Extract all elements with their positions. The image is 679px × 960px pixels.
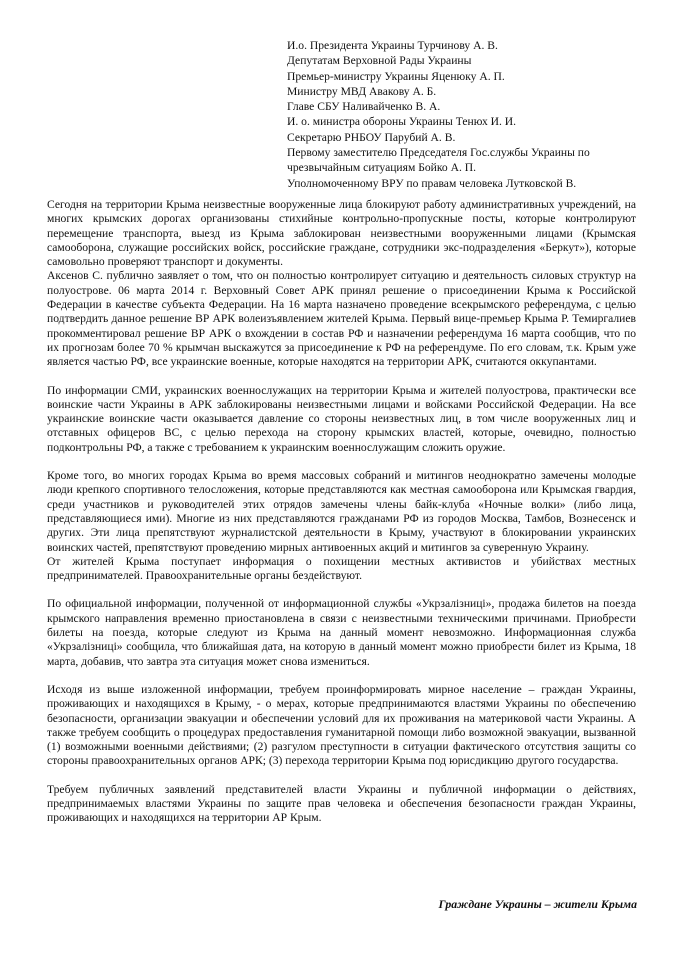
addressee-line: И. о. министра обороны Украины Тенюх И. И.: [287, 115, 517, 129]
paragraph-self-defense: Кроме того, во многих городах Крыма во время массовых собраний и митингов неоднократно замечены молодые люди крепкого спортивного телосложения, которые представляются как местная самооборона или Крымская гвардия, среди участников и руководителей этих отрядов замечены члены байк-клуба «Ночные волки» (либо лица, представляющиеся ими). Многие из них представляются гражданами РФ из городов Москва, Тамбов, Вознесенск и других. Эти лица препятствуют журналистской деятельности в Крыму, участвуют в блокировании украинских воинских частей, препятствуют проведению мирных антивоенных акций и митингов за суверенную Украину.: [47, 469, 636, 554]
paragraph-situation: Сегодня на территории Крыма неизвестные вооруженные лица блокируют работу административных учреждений, на многих крымских дорогах организованы стихийные контрольно-пропускные посты, которые контролируют перемещение транспорта, выезд из Крыма заблокирован неизвестными вооруженными лицами (Крымская самооборона, служащие российских войск, российские граждане, сотрудники экс-подразделения «Беркут»), которые самовольно проверяют транспорт и документы.: [47, 198, 636, 269]
addressee-line: Главе СБУ Наливайченко В. А.: [287, 100, 441, 114]
addressee-line: Министру МВД Авакову А. Б.: [287, 84, 437, 98]
paragraph-demands: Исходя из выше изложенной информации, требуем проинформировать мирное население – граждан Украины, проживающих и находящихся в Крыму, - о мерах, которые предпринимаются властями Украины по обеспечению безопасности, организации эвакуации и обеспечении условий для их проживания на материковой части Украины. А также требуем сообщить о процедурах предоставления гуманитарной помощи либо возможной эвакуации, вызванной (1) возможными военными действиями; (2) разгулом преступности в ситуации фактического отсутствия защиты со стороны правоохранительных органов АРК; (3) перехода территории Крыма под юрисдикцию другого государства.: [47, 682, 636, 768]
paragraph-railway: По официальной информации, полученной от информационной службы «Укрзалізниці», продажа билетов на поезда крымского направления временно приостановлена в связи с неизвестными техническими причинами. Приобрести билеты на поезда, которые следуют из Крыма на данный момент невозможно. Информационная служба «Укрзалізниці» сообщила, что ближайшая дата, на которую в данный момент можно приобрести билет из Крыма, 18 марта, добавив, что завтра эта ситуация может снова измениться.: [47, 597, 636, 668]
paragraph-spacer: [47, 769, 636, 783]
letter-body: [47, 198, 636, 826]
addressee-block: [287, 38, 647, 191]
paragraph-military: По информации СМИ, украинских военнослужащих на территории Крыма и жителей полуострова, практически все воинские части Украины в АРК заблокированы неизвестными лицами и войсками Российской Федерации. На все украинские воинские части оказывается давление со стороны неизвестных лиц, в том числе вооруженных лиц и отставных офицеров ВС, с целью перехода на сторону крымских властей, которые, очевидно, полностью подконтрольны РФ, а также с требованием к украинским военнослужащим сложить оружие.: [47, 383, 636, 454]
addressee-line: Секретарю РНБОУ Парубий А. В.: [287, 130, 456, 144]
paragraph-spacer: [47, 669, 636, 683]
addressee-line: Депутатам Верховной Рады Украины: [287, 54, 472, 68]
paragraph-aksenov: Аксенов С. публично заявляет о том, что он полностью контролирует ситуацию и деятельность силовых структур на полуострове. 06 марта 2014 г. Верховный Совет АРК принял решение о присоединении Крыма к Российской Федерации в качестве субъекта Федерации. На 16 марта назначено проведение всекрымского референдума, с целью подтвердить данное решение ВР АРК волеизъявлением жителей Крыма. Первый вице-премьер Крыма Р. Темиргалиев прокомментировал решение ВР АРК о вхождении в состав РФ и назначении референдума 16 марта сообщив, что по их прогнозам более 70 % крымчан выскажутся за присоединение к РФ на референдуме. По его словам, т.к. Крым уже является частью РФ, все украинские военные, которые находятся на территории АРК, считаются оккупантами.: [47, 269, 636, 369]
addressee-line: И.о. Президента Украины Турчинову А. В.: [287, 39, 498, 52]
signature: Граждане Украины – жители Крыма: [438, 897, 637, 911]
addressee-line: Уполномоченному ВРУ по правам человека Лутковской В.: [287, 176, 577, 190]
addressee-line: Первому заместителю Председателя Гос.службы Украины по чрезвычайным ситуациям Бойко А. П.: [287, 146, 590, 175]
paragraph-public-statements: Требуем публичных заявлений представителей власти Украины и публичной информации о действиях, предпринимаемых властями Украины по защите прав человека и обеспечения безопасности граждан Украины, проживающих и находящихся на территории АР Крым.: [47, 782, 636, 825]
addressee-line: Премьер-министру Украины Яценюку А. П.: [287, 69, 505, 83]
paragraph-spacer: [47, 583, 636, 597]
paragraph-abductions: От жителей Крыма поступает информация о похищении местных активистов и убийствах местных предпринимателей. Правоохранительные органы бездействуют.: [47, 554, 636, 583]
paragraph-spacer: [47, 455, 636, 469]
paragraph-spacer: [47, 370, 636, 384]
